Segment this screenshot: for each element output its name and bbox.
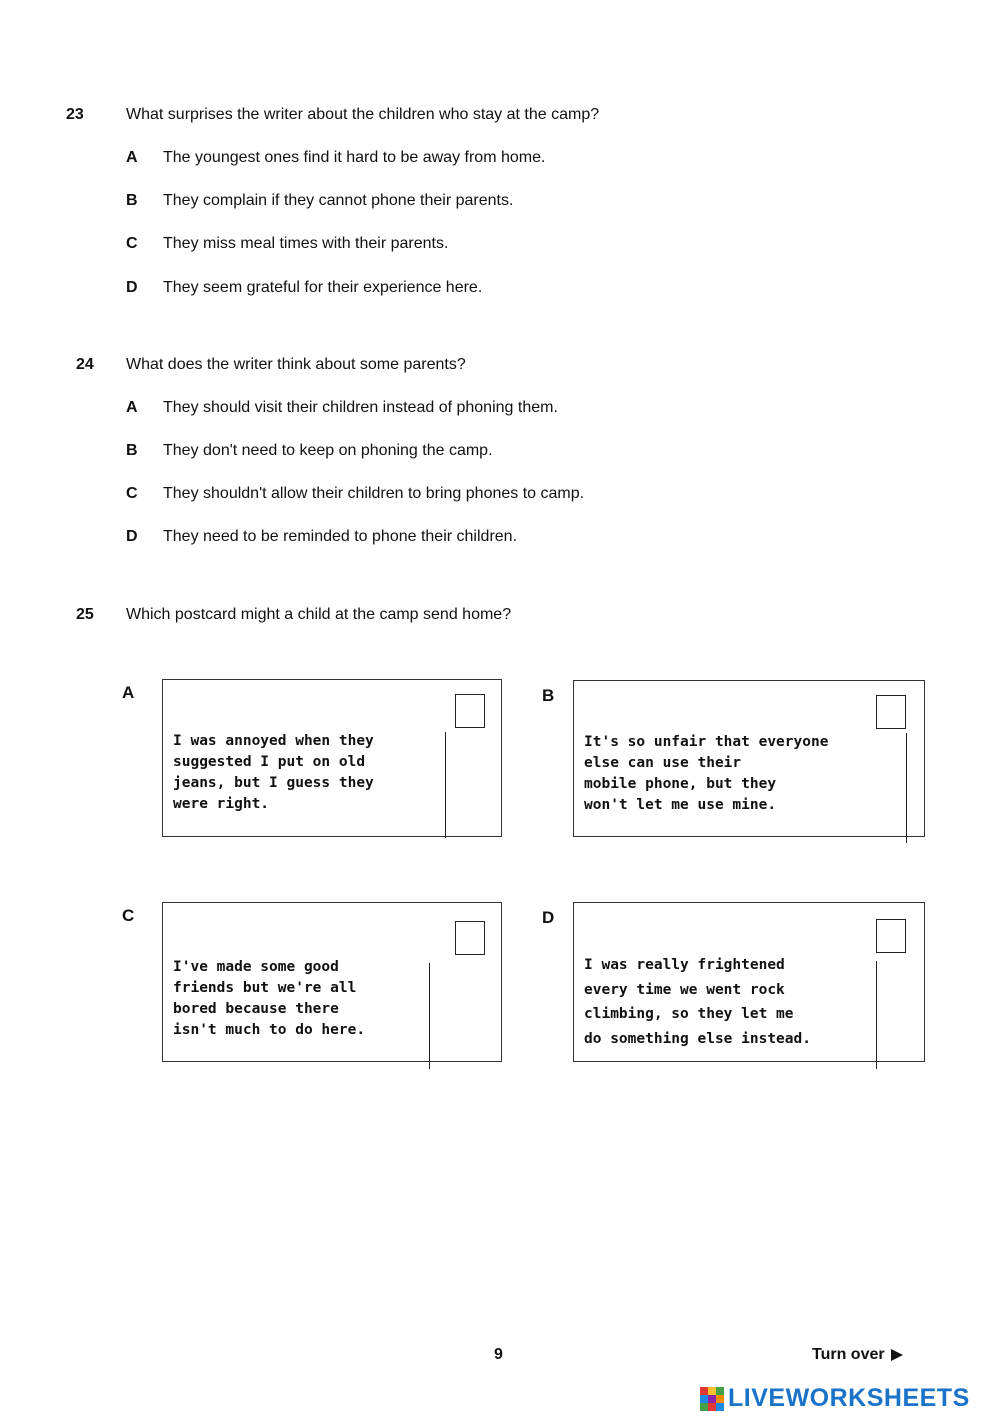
play-arrow-icon [891,1349,903,1361]
option-letter[interactable]: B [126,442,138,459]
address-divider [429,963,430,1069]
question-text: What surprises the writer about the children who stay at the camp? [126,106,600,123]
question-number: 25 [76,606,94,623]
logo-grid-icon [700,1387,724,1411]
postcard-letter-c[interactable]: C [122,906,135,925]
address-divider [876,961,877,1069]
option-letter[interactable]: D [126,279,138,296]
option-text[interactable]: They miss meal times with their parents. [163,235,449,252]
page-number: 9 [494,1346,503,1363]
postcard-letter-d[interactable]: D [542,908,555,927]
stamp-box [455,694,485,728]
postcard-letter-a[interactable]: A [122,683,135,702]
option-text[interactable]: They complain if they cannot phone their parents. [163,192,514,209]
address-divider [445,732,446,838]
question-text: Which postcard might a child at the camp send home? [126,606,512,623]
option-text[interactable]: They need to be reminded to phone their children. [163,528,518,545]
option-text[interactable]: They don't need to keep on phoning the camp. [163,442,493,459]
question-number: 23 [66,106,84,123]
option-letter[interactable]: C [126,485,138,502]
postcard-b[interactable] [573,680,925,837]
turn-over-label: Turn over [812,1346,885,1363]
option-letter[interactable]: A [126,149,138,166]
stamp-box [876,919,906,953]
question-text: What does the writer think about some parents? [126,356,466,373]
turn-over [812,1346,903,1364]
postcard-a[interactable] [162,679,502,837]
liveworksheets-logo[interactable] [700,1384,970,1413]
postcard-d[interactable] [573,902,925,1062]
option-letter[interactable]: B [126,192,138,209]
question-number: 24 [76,356,94,373]
option-text[interactable]: They should visit their children instead of phoning them. [163,399,558,416]
option-letter[interactable]: A [126,399,138,416]
address-divider [906,733,907,843]
postcard-message: It's so unfair that everyone else can use their mobile phone, but they won't let me use mine. [584,734,829,813]
option-text[interactable]: They seem grateful for their experience here. [163,279,483,296]
stamp-box [876,695,906,729]
logo-text: LIVEWORKSHEETS [728,1384,970,1412]
postcard-message: I was really frightened every time we went rock climbing, so they let me do something else instead. [584,957,811,1047]
postcard-message: I've made some good friends but we're all bored because there isn't much to do here. [173,959,366,1038]
postcard-c[interactable] [162,902,502,1062]
option-text[interactable]: The youngest ones find it hard to be away from home. [163,149,546,166]
option-letter[interactable]: C [126,235,138,252]
postcard-letter-b[interactable]: B [542,686,555,705]
option-text[interactable]: They shouldn't allow their children to bring phones to camp. [163,485,585,502]
stamp-box [455,921,485,955]
option-letter[interactable]: D [126,528,138,545]
postcard-message: I was annoyed when they suggested I put on old jeans, but I guess they were right. [173,733,374,812]
